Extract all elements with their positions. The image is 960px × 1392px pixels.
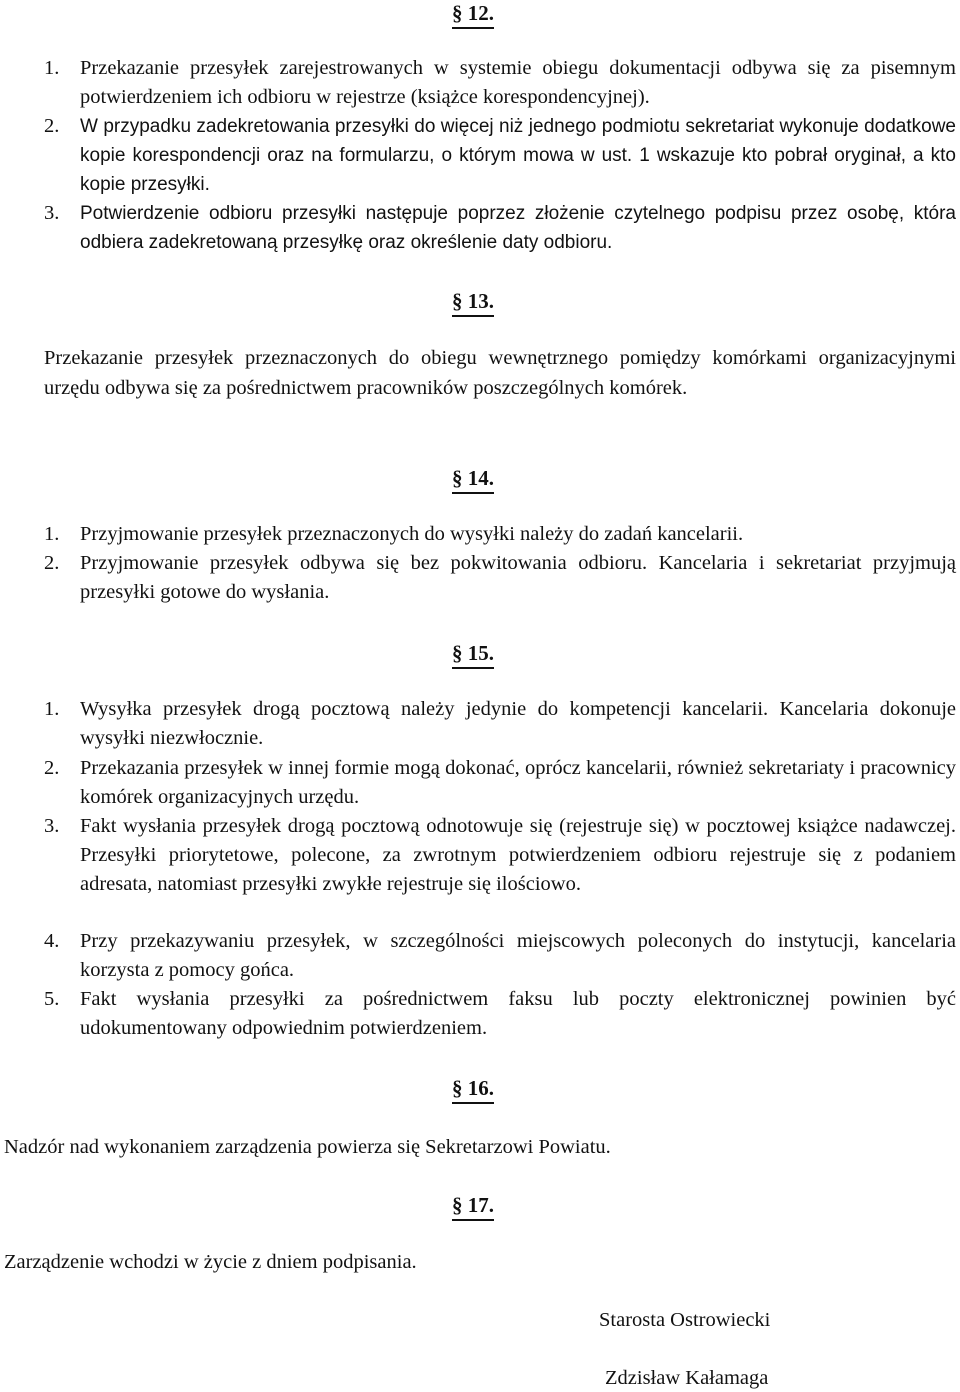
list-item-number: 1. [44, 523, 60, 545]
section-15-heading [452, 640, 494, 666]
section-14-heading-text: § 14. [452, 466, 494, 490]
section-16-heading [452, 1075, 494, 1101]
list-item-text: Przyjmowanie przesyłek przeznaczonych do wysyłki należy do zadań kancelarii. [80, 523, 744, 545]
signature-title: Starosta Ostrowiecki [599, 1309, 771, 1331]
section-15-item-1 [44, 695, 956, 753]
list-item-text: Przekazania przesyłek w innej formie mogą dokonać, oprócz kancelarii, również sekretariaty i pracownicy komórek organizacyjnych urzędu. [80, 757, 956, 808]
list-item-number: 1. [44, 698, 60, 720]
list-item-number: 2. [44, 552, 60, 574]
list-item-number: 2. [44, 115, 60, 137]
section-15-item-4 [44, 927, 956, 985]
list-item-number: 4. [44, 930, 60, 952]
section-12-heading [452, 0, 494, 26]
section-14-item-2 [44, 549, 956, 607]
section-15-item-3 [44, 812, 956, 899]
list-item-text: Przy przekazywaniu przesyłek, w szczególności miejscowych poleconych do instytucji, kancelaria korzysta z pomocy gońca. [80, 930, 956, 981]
section-12-item-1 [44, 54, 956, 112]
section-14-heading [452, 465, 494, 491]
list-item-text: Fakt wysłania przesyłek drogą pocztową odnotowuje się (rejestruje się) w pocztowej książce nadawczej. Przesyłki priorytetowe, polecone, za zwrotnym potwierdzeniem odbioru rejestruje się z podaniem adresata, natomiast przesyłki zwykłe rejestruje się ilościowo. [80, 815, 956, 895]
section-12-heading-text: § 12. [452, 1, 494, 25]
section-16-paragraph: Nadzór nad wykonaniem zarządzenia powierza się Sekretarzowi Powiatu. [4, 1136, 611, 1158]
section-17-paragraph: Zarządzenie wchodzi w życie z dniem podpisania. [4, 1251, 417, 1273]
section-15-heading-text: § 15. [452, 641, 494, 665]
section-17-heading-text: § 17. [452, 1193, 494, 1217]
list-item-text: Przekazanie przesyłek zarejestrowanych w systemie obiegu dokumentacji odbywa się za pisemnym potwierdzeniem ich odbioru w rejestrze (książce korespondencyjnej). [80, 57, 956, 108]
section-14-item-1 [44, 520, 956, 549]
list-item-number: 5. [44, 988, 60, 1010]
section-12-item-3 [44, 199, 956, 257]
list-item-text: Przyjmowanie przesyłek odbywa się bez pokwitowania odbioru. Kancelaria i sekretariat przyjmują przesyłki gotowe do wysłania. [80, 552, 956, 603]
section-16-heading-text: § 16. [452, 1076, 494, 1100]
list-item-text: Potwierdzenie odbioru przesyłki następuje poprzez złożenie czytelnego podpisu przez osobę, która odbiera zadekretowaną przesyłkę oraz określenie daty odbioru. [80, 203, 956, 253]
list-item-text: W przypadku zadekretowania przesyłki do więcej niż jednego podmiotu sekretariat wykonuje dodatkowe kopie korespondencji oraz na formularzu, o którym mowa w ust. 1 wskazuje kto pobrał oryginał, a kto kopie przesyłki. [80, 116, 956, 195]
section-17-heading [452, 1192, 494, 1218]
list-item-text: Wysyłka przesyłek drogą pocztową należy jedynie do kompetencji kancelarii. Kancelaria dokonuje wysyłki niezwłocznie. [80, 698, 956, 749]
list-item-number: 3. [44, 815, 60, 837]
section-15-item-2 [44, 754, 956, 812]
section-12-item-2 [44, 112, 956, 199]
list-item-number: 1. [44, 57, 60, 79]
section-15-item-5 [44, 985, 956, 1043]
list-item-number: 3. [44, 202, 60, 224]
signature-name: Zdzisław Kałamaga [605, 1367, 769, 1389]
list-item-text: Fakt wysłania przesyłki za pośrednictwem faksu lub poczty elektronicznej powinien być udokumentowany odpowiednim potwierdzeniem. [80, 988, 956, 1039]
section-13-heading-text: § 13. [452, 289, 494, 313]
section-13-heading [452, 288, 494, 314]
list-item-number: 2. [44, 757, 60, 779]
section-13-paragraph: Przekazanie przesyłek przeznaczonych do obiegu wewnętrznego pomiędzy komórkami organizacyjnymi urzędu odbywa się za pośrednictwem pracowników poszczególnych komórek. [44, 347, 956, 399]
